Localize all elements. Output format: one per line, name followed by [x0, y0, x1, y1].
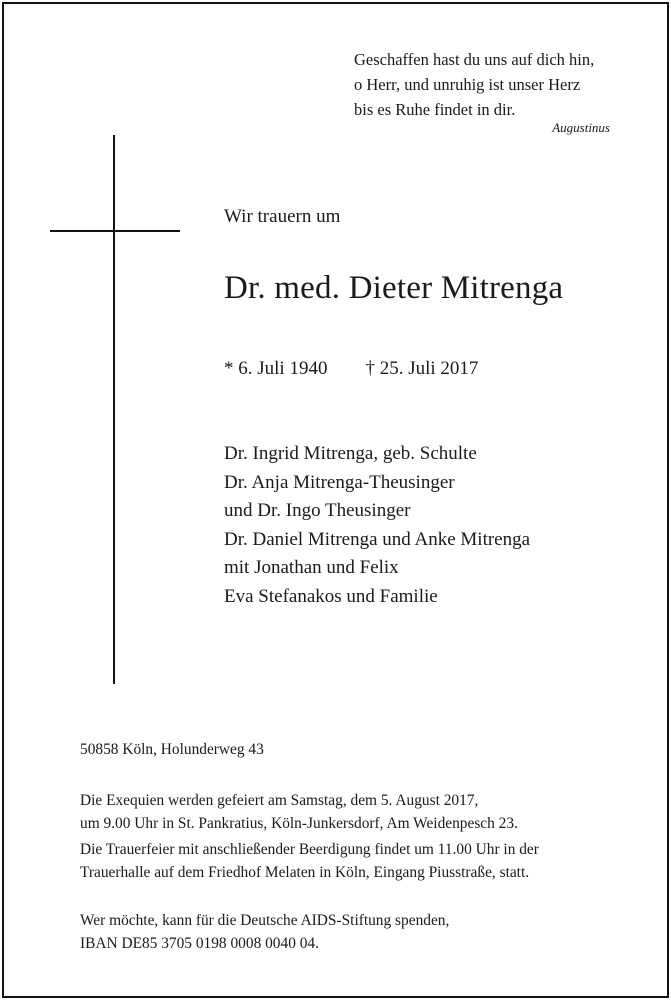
cross-icon-horizontal	[50, 230, 180, 232]
address: 50858 Köln, Holunderweg 43	[80, 741, 264, 758]
death-date: † 25. Juli 2017	[365, 358, 479, 379]
mourner-line: mit Jonathan und Felix	[224, 557, 399, 579]
exequien-line: um 9.00 Uhr in St. Pankratius, Köln-Junkersdorf, Am Weidenpesch 23.	[80, 815, 518, 832]
donation-line: Wer möchte, kann für die Deutsche AIDS-Stiftung spenden,	[80, 912, 450, 929]
funeral-line: Die Trauerfeier mit anschließender Beerdigung findet um 11.00 Uhr in der	[80, 841, 539, 858]
cross-icon-vertical	[113, 135, 115, 684]
quote-line: o Herr, und unruhig ist unser Herz	[354, 75, 581, 94]
quote	[354, 47, 624, 122]
funeral-line: Trauerhalle auf dem Friedhof Melaten in Köln, Eingang Piusstraße, statt.	[80, 864, 530, 881]
life-dates	[224, 358, 478, 380]
mourner-line: Dr. Daniel Mitrenga und Anke Mitrenga	[224, 528, 531, 550]
quote-author: Augustinus	[552, 120, 610, 135]
donation-notice	[80, 909, 449, 955]
funeral-notice	[80, 838, 539, 884]
exequien-line: Die Exequien werden gefeiert am Samstag, dem 5. August 2017,	[80, 792, 479, 809]
quote-line: Geschaffen hast du uns auf dich hin,	[354, 50, 595, 69]
mourner-line: Dr. Ingrid Mitrenga, geb. Schulte	[224, 443, 477, 464]
exequien-notice	[80, 789, 518, 835]
mourners-list	[224, 440, 530, 612]
mourner-line: Eva Stefanakos und Familie	[224, 585, 438, 607]
intro-text: Wir trauern um	[224, 206, 341, 227]
donation-line: IBAN DE85 3705 0198 0008 0040 04.	[80, 935, 319, 952]
deceased-name: Dr. med. Dieter Mitrenga	[224, 270, 564, 306]
quote-line: bis es Ruhe findet in dir.	[354, 100, 516, 119]
birth-date: * 6. Juli 1940	[224, 358, 328, 379]
obituary-frame	[2, 2, 669, 998]
mourner-line: Dr. Anja Mitrenga-Theusinger	[224, 471, 455, 493]
mourner-line: und Dr. Ingo Theusinger	[224, 500, 411, 522]
